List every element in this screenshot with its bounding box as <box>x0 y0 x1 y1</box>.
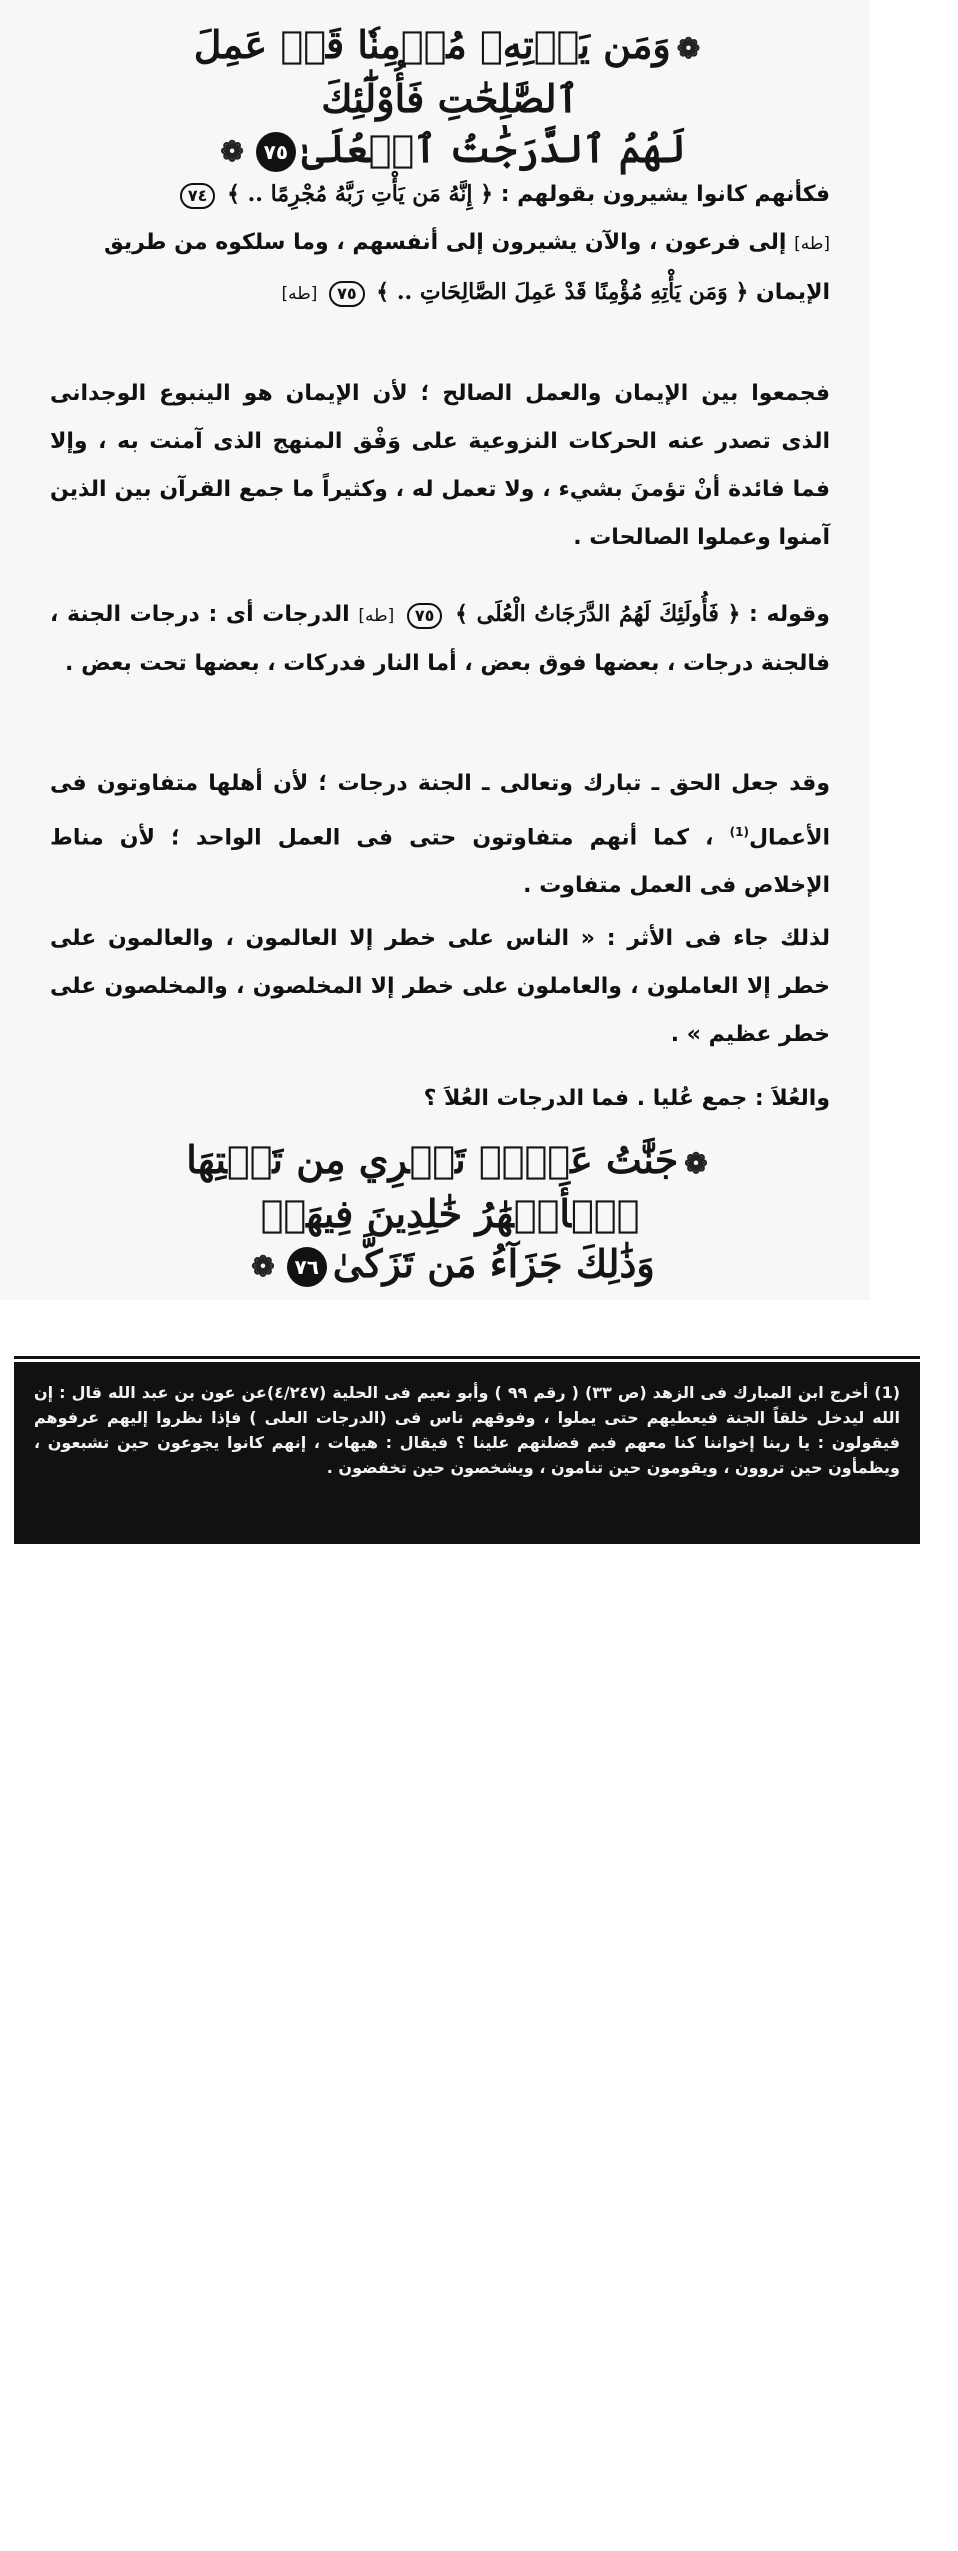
verse-ornament-icon: ❁ <box>220 135 244 168</box>
verse-line-2 <box>120 124 780 178</box>
verse-text: وَمَن يَأۡتِهِۦ مُؤۡمِنٗا قَدۡ عَمِلَ ٱلصَّٰلِحَٰتِ فَأُوْلَٰٓئِكَ <box>193 22 671 121</box>
verse-ornament-icon: ❁ <box>251 1250 275 1283</box>
verse-number-badge: ٧٥ <box>329 281 365 307</box>
verse-ornament-icon: ❁ <box>684 1146 708 1180</box>
paragraph-4 <box>50 760 830 910</box>
paragraph-2 <box>50 370 830 562</box>
paragraph-text: فجمعوا بين الإيمان والعمل الصالح ؛ لأن الإيمان هو الينبوع الوجدانى الذى تصدر عنه الحركات النزوعية على وَفْق المنهج الذى آمنت به ، وإلا فما فائدة أنْ تؤمنَ بشيء ، ولا تعمل له ، وكثيراً ما جمع القرآن بين الذين آمنوا وعملوا الصالحات . <box>50 381 830 550</box>
verse-text: لَهُمُ ٱلدَّرَجَٰتُ ٱلۡعُلَىٰ <box>301 125 686 171</box>
footnote-divider <box>14 1356 920 1359</box>
paragraph-text: إلى فرعون ، والآن يشيرون إلى أنفسهم ، وما سلكوه من طريق <box>104 230 787 255</box>
paragraph-1 <box>50 170 830 318</box>
footnote-text: (1) أخرج ابن المبارك فى الزهد (ص ٣٣) ( رقم ٩٩ ) وأبو نعيم فى الحلية (٤/٢٤٧)عن عون بن عبد الله قال : إن الله ليدخل خلقاً الجنة فيعطيهم حتى يملوا ، وفوقهم ناس فى (الدرجات العلى ) فإذا نظروا إليهم عرفوهم فيقولون : يا ربنا إخواننا كنا معهم فبم فضلتهم علينا ؟ فيقال : هيهات ، إنهم كانوا يجوعون حين تشبعون ، ويظمأون حين تروون ، ويقومون حين تنامون ، ويشخصون حين تخفضون . <box>34 1383 901 1477</box>
surah-tag: [طه] <box>358 606 395 626</box>
paragraph-5 <box>50 915 830 1059</box>
paragraph-text: ، كما أنهم متفاوتون حتى فى العمل الواحد ؛ لأن مناط الإخلاص فى العمل متفاوت . <box>50 825 830 899</box>
paragraph-text: وقد جعل الحق ـ تبارك وتعالى ـ الجنة درجات ؛ لأن أهلها متفاوتون فى الأعمال <box>50 771 830 851</box>
verse-ornament-icon: ❁ <box>676 31 701 65</box>
verse-number-badge: ٧٥ <box>256 132 296 172</box>
surah-tag: [طه] <box>281 284 318 304</box>
paragraph-text: لذلك جاء فى الأثر : « الناس على خطر إلا العالمون ، والعالمون على خطر إلا العاملون ، والعاملون على خطر إلا المخلصون ، والمخلصون على خطر عظيم » . <box>50 926 830 1047</box>
paragraph-6 <box>50 1075 830 1123</box>
footnote-box <box>14 1362 920 1544</box>
quran-verse-bottom <box>120 1135 780 1292</box>
paragraph-text: وقوله : <box>749 602 830 627</box>
verse-line-1 <box>120 20 780 124</box>
verse-text: جَنَّٰتُ عَدۡنٖ تَجۡرِي مِن تَحۡتِهَا ٱلۡأَنۡهَٰرُ خَٰلِدِينَ فِيهَاۚ <box>186 1137 679 1236</box>
verse-line-2 <box>120 1239 780 1293</box>
paragraph-text: فكأنهم كانوا يشيرون بقولهم : <box>500 182 830 207</box>
verse-number-badge: ٧٤ <box>180 183 216 209</box>
paragraph-text: والعُلاَ : جمع عُليا . فما الدرجات العُلاَ ؟ <box>423 1086 830 1111</box>
paragraph-text: الإيمان <box>756 280 830 305</box>
verse-text: وَذَٰلِكَ جَزَآءُ مَن تَزَكَّىٰ <box>332 1240 655 1286</box>
verse-line-1 <box>120 1135 780 1239</box>
footnote-marker[interactable]: (1) <box>729 825 749 839</box>
verse-number-badge: ٧٦ <box>287 1247 327 1287</box>
surah-tag: [طه] <box>794 234 830 254</box>
inline-verse: ﴿ فَأُولَئِكَ لَهُمُ الدَّرَجَاتُ الْعُلَى ﴾ <box>455 601 741 627</box>
book-page <box>0 0 870 1300</box>
paragraph-text: الدرجات أى : درجات الجنة ، فالجنة درجات ، بعضها فوق بعض ، أما النار فدركات ، بعضها تحت بعض . <box>50 602 830 676</box>
inline-verse: ﴿ وَمَن يَأْتِهِ مُؤْمِنًا قَدْ عَمِلَ الصَّالِحَاتِ .. ﴾ <box>376 279 749 305</box>
verse-number-badge: ٧٥ <box>407 603 443 629</box>
paragraph-3 <box>50 590 830 688</box>
inline-verse: ﴿ إِنَّهُ مَن يَأْتِ رَبَّهُ مُجْرِمًا .. ﴾ <box>227 181 494 207</box>
quran-verse-top <box>120 20 780 177</box>
